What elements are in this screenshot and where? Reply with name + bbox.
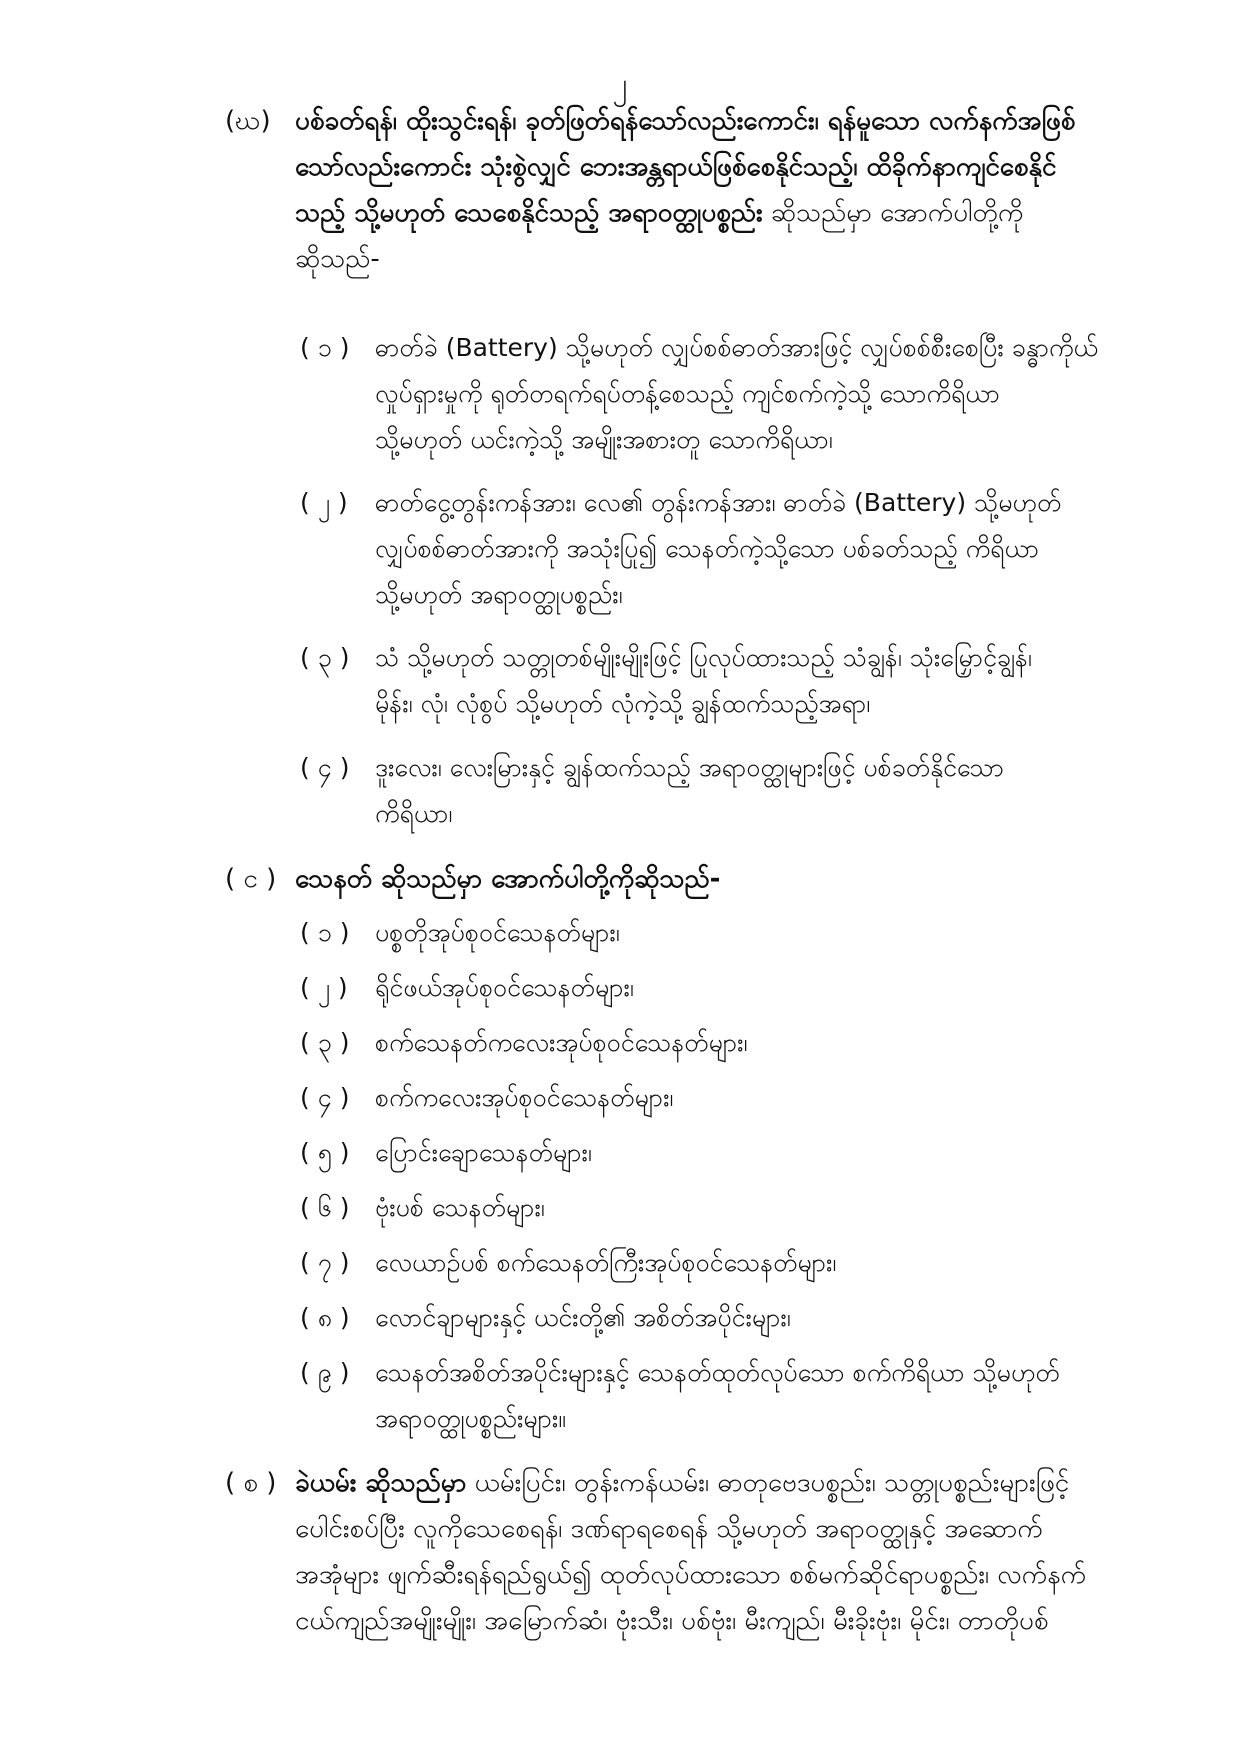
paragraph-line: ယမ်းပြင်း၊ တွန်းကန်ယမ်း၊ ဓာတုဗေဒပစ္စည်း၊ သတ္တုပစ္စည်းများဖြင့် [474,1468,1070,1498]
section-sa [225,1460,1165,1700]
item-number: ( ၂ ) [300,488,348,517]
item-text: အရာဝတ္ထုပစ္စည်းများ။ [375,1404,566,1433]
section-marker: ( စ ) [225,1468,277,1498]
list-item [300,1240,1180,1288]
item-text: ပစ္စတိုအုပ်စုဝင်သေနတ်များ၊ [375,918,620,947]
section-definition [295,98,1165,282]
item-number: ( ၄ ) [300,753,350,782]
list-item [300,480,1180,620]
paragraph-line: အအုံများ ဖျက်ဆီးရန်ရည်ရွယ်၍ ထုတ်လုပ်ထားသော စစ်မက်ဆိုင်ရာပစ္စည်း၊ လက်နက် [295,1560,1087,1590]
item-number: ( ၄ ) [300,1083,350,1112]
definition-line: ဆိုသည်- [295,244,380,274]
item-number: ( ၂ ) [300,973,348,1002]
item-number: ( ၁ ) [300,333,350,362]
item-text: စက်သေနတ်ကလေးအုပ်စုဝင်သေနတ်များ၊ [375,1028,748,1057]
item-text: စက်ကလေးအုပ်စုဝင်သေနတ်များ၊ [375,1083,674,1112]
list-item [300,1185,1180,1233]
item-text: ဗုံးပစ် သေနတ်များ၊ [375,1193,545,1222]
list-item [300,1130,1180,1178]
item-number: ( ၆ ) [300,1193,350,1222]
section-heading: ခဲယမ်း ဆိုသည်မှာ [295,1468,467,1498]
list-item [300,1295,1180,1343]
item-number: ( ၈ ) [300,1303,350,1332]
definition-line: သော်လည်းကောင်း သုံးစွဲလျှင် ဘေးအန္တရာယ်ဖြစ်စေနိုင်သည့်၊ ထိခိုက်နာကျင်စေနိုင် [295,152,1057,182]
item-number: ( ၅ ) [300,1138,350,1167]
item-text: ဓာတ်ခဲ (Battery) သို့မဟုတ် လျှပ်စစ်ဓာတ်အားဖြင့် လျှပ်စစ်စီးစေပြီး ခန္ဓာကိုယ် [375,333,1098,362]
item-number: ( ၁ ) [300,918,350,947]
page-number: ၂ [612,67,628,102]
paragraph-line: ငယ်ကျည်အမျိုးမျိုး၊ အမြောက်ဆံ၊ ဗုံးသီး၊ ပစ်ဗုံး၊ မီးကျည်၊ မီးခိုးဗုံး၊ မိုင်း၊ တာတိုပစ် [295,1606,1049,1636]
item-text: မိုန်း၊ လုံ၊ လုံစွပ် သို့မဟုတ် လုံကဲ့သို့ ချွန်ထက်သည့်အရာ၊ [375,689,871,718]
item-text: ရိုင်ဖယ်အုပ်စုဝင်သေနတ်များ၊ [375,973,634,1002]
item-text: လှုပ်ရှားမှုကို ရုတ်တရက်ရပ်တန့်စေသည့် ကျင်စက်ကဲ့သို့ သောကိရိယာ [375,379,1000,408]
section-nga [225,856,1165,904]
list-item [300,910,1180,958]
item-text: လျှပ်စစ်ဓာတ်အားကို အသုံးပြု၍ သေနတ်ကဲ့သို့သော ပစ်ခတ်သည့် ကိရိယာ [375,534,1040,563]
list-item [300,1020,1180,1068]
item-text: လေယာဉ်ပစ် စက်သေနတ်ကြီးအုပ်စုဝင်သေနတ်များ၊ [375,1248,837,1277]
section-heading: သေနတ် ဆိုသည်မှာ အောက်ပါတို့ကိုဆိုသည်- [295,864,721,894]
item-text: သေနတ်အစိတ်အပိုင်းများနှင့် သေနတ်ထုတ်လုပ်သော စက်ကိရိယာ သို့မဟုတ် [375,1358,1060,1387]
section-marker: ( င ) [225,864,277,894]
definition-tail: ဆိုသည်မှာ အောက်ပါတို့ကို [770,198,1024,228]
definition-line: ပစ်ခတ်ရန်၊ ထိုးသွင်းရန်၊ ခုတ်ဖြတ်ရန်သော်လည်းကောင်း၊ ရန်မူသော လက်နက်အဖြစ် [295,106,1076,136]
item-text: ကိရိယာ၊ [375,799,453,828]
item-text: သို့မဟုတ် အရာဝတ္ထုပစ္စည်း၊ [375,580,623,609]
definition-line: သည့် သို့မဟုတ် သေစေနိုင်သည့် အရာဝတ္ထုပစ္စည်း [295,198,763,228]
list-item [300,635,1180,730]
item-text: ပြောင်းချောသေနတ်များ၊ [375,1138,592,1167]
list-item [300,965,1180,1013]
item-text: သံ သို့မဟုတ် သတ္တုတစ်မျိုးမျိုးဖြင့် ပြုလုပ်ထားသည့် သံချွန်၊ သုံးမြှောင့်ချွန်၊ [375,643,1032,672]
section-gha [225,98,1165,308]
list-item [300,1075,1180,1123]
item-number: ( ၃ ) [300,1028,350,1057]
item-number: ( ၃ ) [300,643,350,672]
list-item [300,745,1180,840]
item-text: ဓာတ်ငွေ့တွန်းကန်အား၊ လေ၏ တွန်းကန်အား၊ ဓာတ်ခဲ (Battery) သို့မဟုတ် [375,488,1062,517]
section-marker: (ဃ) [225,106,271,136]
item-number: ( ၇ ) [300,1248,350,1277]
item-text: ဒူးလေး၊ လေးမြားနှင့် ချွန်ထက်သည့် အရာဝတ္ထုများဖြင့် ပစ်ခတ်နိုင်သော [375,753,1004,782]
item-text: လောင်ချာများနှင့် ယင်းတို့၏ အစိတ်အပိုင်းများ၊ [375,1303,791,1332]
list-item [300,1350,1180,1445]
item-text: သို့မဟုတ် ယင်းကဲ့သို့ အမျိုးအစားတူ သောကိရိယာ၊ [375,425,833,454]
list-item [300,325,1180,465]
paragraph-line: ပေါင်းစပ်ပြီး လူကိုသေစေရန်၊ ဒဏ်ရာရစေရန် သို့မဟုတ် အရာဝတ္ထုနှင့် အဆောက် [295,1514,1043,1544]
item-number: ( ၉ ) [300,1358,350,1387]
